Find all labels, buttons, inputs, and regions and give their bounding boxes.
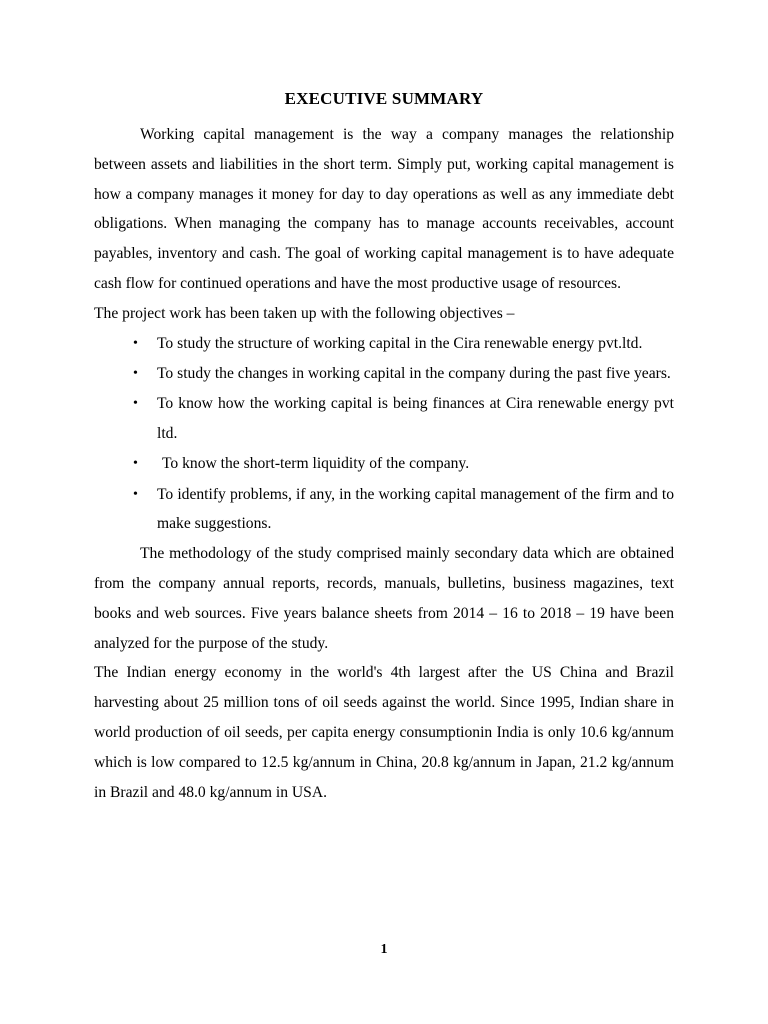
list-item [94, 389, 674, 449]
energy-paragraph: The Indian energy economy in the world's 4th largest after the US China and Brazil harvesting about 25 million tons of oil seeds against the world. Since 1995, Indian share in world production of oil seeds, per capita energy consumptionin India is only 10.6 kg/annum which is low compared to 12.5 kg/annum in China, 20.8 kg/annum in Japan, 21.2 kg/annum in Brazil and 48.0 kg/annum in USA. [94, 664, 674, 801]
objective-text: To identify problems, if any, in the working capital management of the firm and to make suggestions. [157, 485, 674, 533]
objectives-list [94, 329, 674, 540]
list-item [94, 449, 674, 479]
objective-text: To know the short-term liquidity of the company. [162, 455, 470, 473]
objective-text: To know how the working capital is being finances at Cira renewable energy pvt ltd. [157, 395, 674, 442]
page-number: 1 [380, 942, 388, 957]
bullet-icon: • [133, 456, 138, 472]
page-title: EXECUTIVE SUMMARY [284, 89, 484, 108]
document-page [94, 84, 674, 807]
list-item [94, 359, 674, 389]
intro-paragraph: Working capital management is the way a company manages the relationship between assets and liabilities in the short term. Simply put, working capital management is how a company manages it money for day to day operations as well as any immediate debt obligations. When managing the company has to manage accounts receivables, account payables, inventory and cash. The goal of working capital management is to have adequate cash flow for continued operations and have the most productive usage of resources. [94, 126, 674, 292]
objective-text: To study the changes in working capital in the company during the past five years. [157, 364, 671, 382]
objectives-intro: The project work has been taken up with the following objectives – [94, 304, 515, 322]
bullet-icon: • [133, 335, 138, 351]
bullet-icon: • [133, 365, 138, 381]
list-item [94, 329, 674, 359]
bullet-icon: • [133, 486, 138, 502]
methodology-paragraph: The methodology of the study comprised mainly secondary data which are obtained from the company annual reports, records, manuals, bulletins, business magazines, text books and web sources. Five years balance sheets from 2014 – 16 to 2018 – 19 have been analyzed for the purpose of the study. [94, 545, 674, 652]
objective-text: To study the structure of working capital in the Cira renewable energy pvt.ltd. [157, 334, 643, 352]
bullet-icon: • [133, 396, 138, 412]
list-item [94, 480, 674, 540]
